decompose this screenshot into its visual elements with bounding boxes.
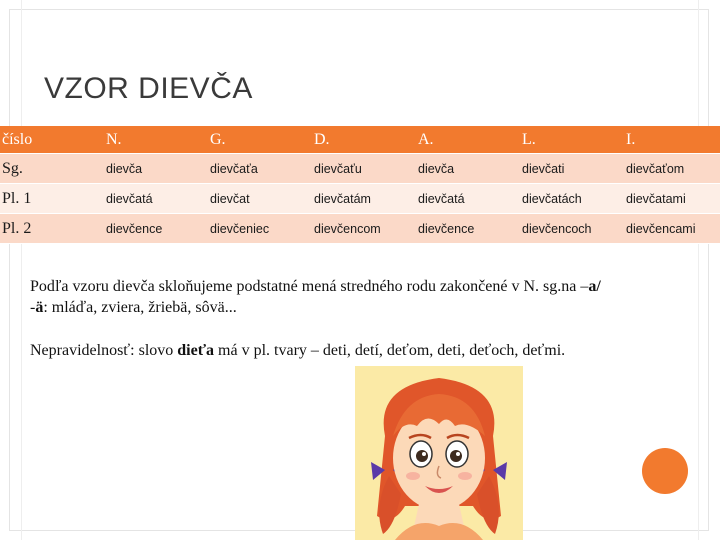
table-cell: dievčencoch [516,214,620,244]
rule-ending-ae: ä [35,299,44,316]
table-cell: dievčati [516,154,620,184]
table-cell: dievčaťom [620,154,720,184]
irregular-forms: má v pl. tvary – deti, detí, deťom, deti, deťoch, deťmi. [214,342,566,359]
table-cell: dievčatám [308,184,412,214]
rule-examples: : mláďa, zviera, žriebä, sôvä... [43,299,237,316]
table-cell: dievča [412,154,516,184]
table-cell: dievčencami [620,214,720,244]
rule-dash: - [30,299,36,316]
header-cell: L. [516,126,620,154]
table-header-row [0,126,720,154]
table-cell: dievčaťu [308,154,412,184]
table-cell: dievčeniec [204,214,308,244]
header-cell: A. [412,126,516,154]
table-cell: dievčatá [100,184,204,214]
table-cell: dievčaťa [204,154,308,184]
header-cell: I. [620,126,720,154]
header-cell: D. [308,126,412,154]
row-label: Pl. 1 [0,184,100,214]
header-cell: číslo [0,126,100,154]
table-cell: dievčencom [308,214,412,244]
frame-line-right [698,0,699,540]
paragraph-declension-rule [30,276,690,318]
rule-ending-a: a/ [588,278,601,295]
table-cell: dievčatá [412,184,516,214]
table-cell: dievčatách [516,184,620,214]
cartoon-girl-image [355,366,523,540]
table-cell: dievčence [412,214,516,244]
irregular-word: dieťa [177,342,215,359]
frame-line-left [21,0,22,540]
row-label: Sg. [0,154,100,184]
header-cell: N. [100,126,204,154]
rule-text: Podľa vzoru dievča skloňujeme podstatné mená stredného rodu zakončené v N. sg.na – [30,278,589,295]
table-row [0,214,720,244]
table-cell: dievčat [204,184,308,214]
table-cell: dievčatami [620,184,720,214]
table-cell: dievča [100,154,204,184]
decorative-circle [642,448,688,494]
slide-title: VZOR DIEVČA [44,72,253,105]
table-row [0,154,720,184]
header-cell: G. [204,126,308,154]
paragraph-irregularity [30,340,690,361]
table-row [0,184,720,214]
declension-table [0,126,720,244]
irregular-label: Nepravidelnosť: slovo [30,342,178,359]
table-cell: dievčence [100,214,204,244]
row-label: Pl. 2 [0,214,100,244]
